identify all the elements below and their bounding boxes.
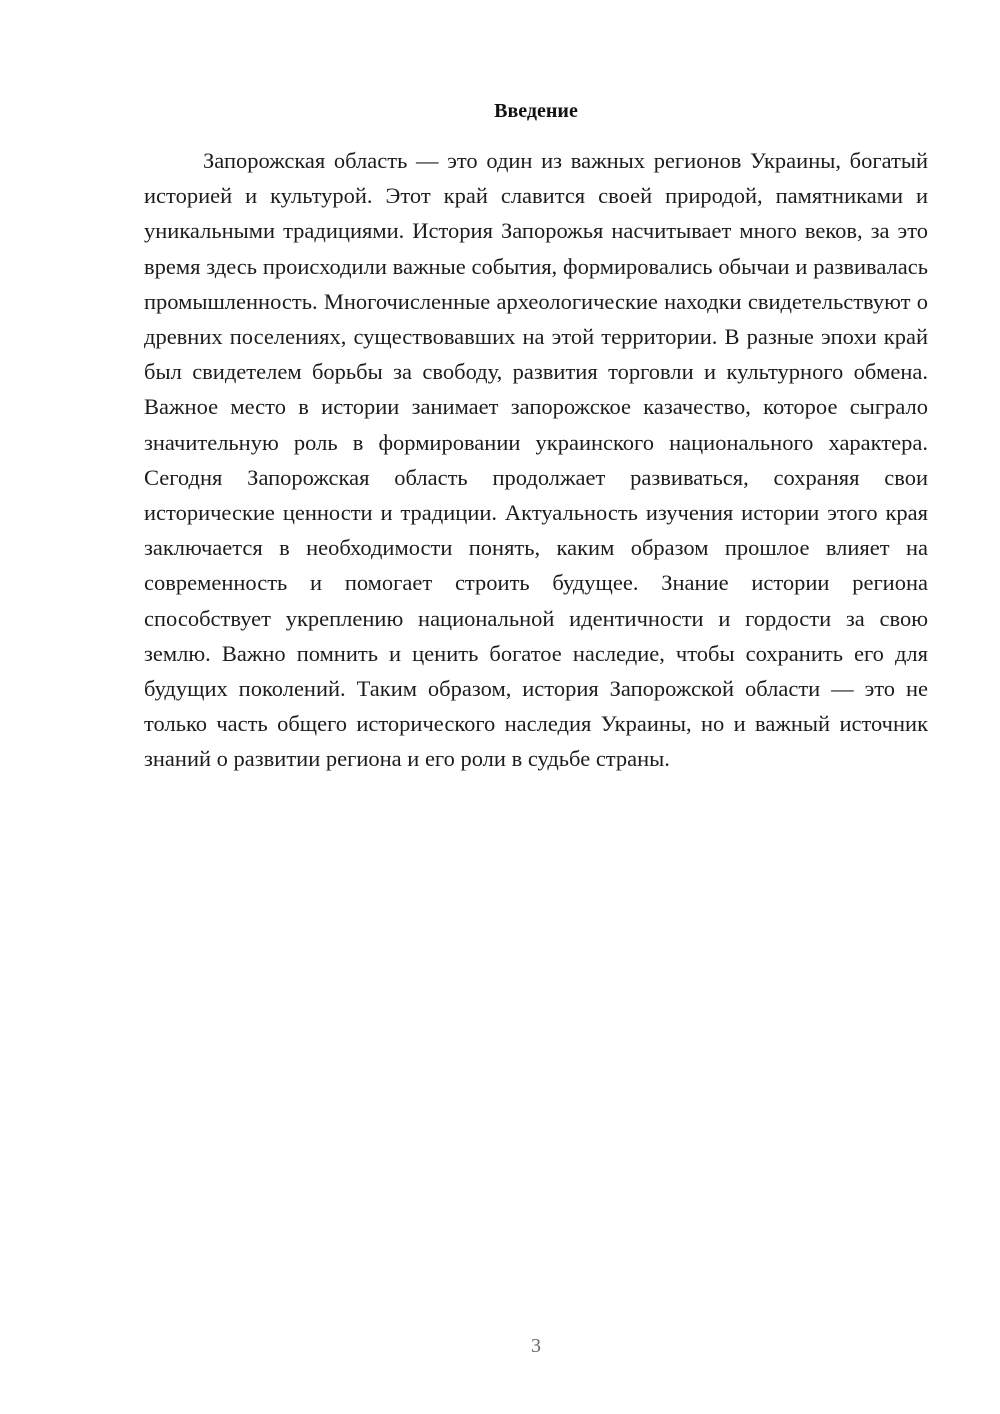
section-heading: Введение bbox=[494, 100, 578, 122]
page-number: 3 bbox=[531, 1335, 541, 1357]
intro-paragraph: Запорожская область — это один из важных регионов Украины, богатый историей и культурой. Этот край славится своей природой, памятниками и уникальными традициями. История Запорожья насчитывает много веков, за это время здесь происходили важные события, формировались обычаи и развивалась промышленность. Многочисленные археологические находки свидетельствуют о древних поселениях, существовавших на этой территории. В разные эпохи край был свидетелем борьбы за свободу, развития торговли и культурного обмена. Важное место в истории занимает запорожское казачество, которое сыграло значительную роль в формировании украинского национального характера. Сегодня Запорожская область продолжает развиваться, сохраняя свои исторические ценности и традиции. Актуальность изучения истории этого края заключается в необходимости понять, каким образом прошлое влияет на современность и помогает строить будущее. Знание истории региона способствует укреплению национальной идентичности и гордости за свою землю. Важно помнить и ценить богатое наследие, чтобы сохранить его для будущих поколений. Таким образом, история Запорожской области — это не только часть общего исторического наследия Украины, но и важный источник знаний о развитии региона и его роли в судьбе страны. bbox=[144, 148, 928, 772]
